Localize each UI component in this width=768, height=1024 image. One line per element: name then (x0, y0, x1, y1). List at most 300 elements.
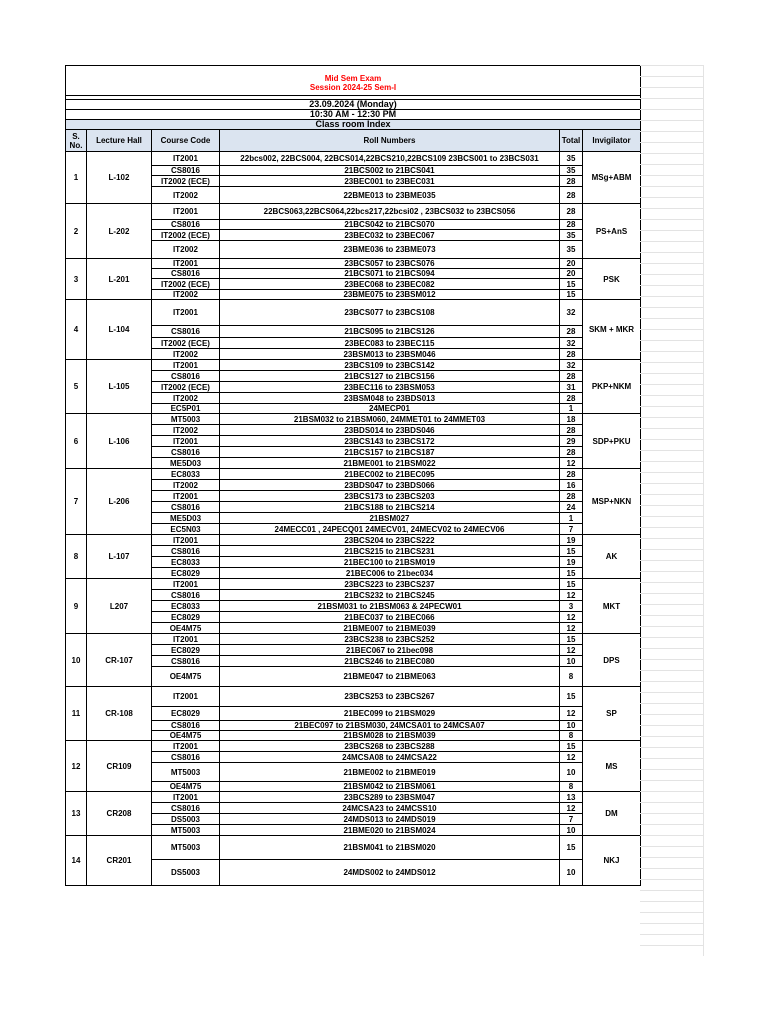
serial-number: 2 (66, 204, 87, 259)
gridline (640, 98, 704, 99)
lecture-hall: L-206 (87, 469, 152, 535)
gridline (640, 428, 704, 429)
table-row (66, 814, 641, 825)
total-count: 12 (560, 752, 583, 763)
col-total: Total (560, 130, 583, 152)
course-code: EC8033 (152, 601, 220, 612)
gridline (640, 890, 704, 891)
invigilator: PS+AnS (583, 204, 641, 259)
total-count: 15 (560, 634, 583, 645)
invigilator: MSg+ABM (583, 152, 641, 204)
course-code: OE4M75 (152, 782, 220, 792)
lecture-hall: CR201 (87, 836, 152, 886)
roll-numbers: 23BDS047 to 23BDS066 (220, 480, 560, 491)
serial-number: 5 (66, 360, 87, 414)
table-row (66, 326, 641, 338)
roll-numbers: 23BME036 to 23BME073 (220, 241, 560, 259)
total-count: 12 (560, 645, 583, 656)
table-row (66, 414, 641, 425)
table-row (66, 469, 641, 480)
gridline (640, 296, 704, 297)
course-code: EC8029 (152, 612, 220, 623)
total-count: 28 (560, 187, 583, 204)
table-row (66, 546, 641, 557)
gridline (640, 395, 704, 396)
gridline (640, 604, 704, 605)
roll-numbers: 23BCS109 to 23BCS142 (220, 360, 560, 371)
roll-numbers: 21BME001 to 21BSM022 (220, 458, 560, 469)
gridline (640, 560, 704, 561)
gridline (640, 736, 704, 737)
course-code: CS8016 (152, 590, 220, 601)
roll-numbers: 21BSM031 to 21BSM063 & 24PECW01 (220, 601, 560, 612)
total-count: 16 (560, 480, 583, 491)
roll-numbers: 24MDS013 to 24MDS019 (220, 814, 560, 825)
roll-numbers: 23BCS077 to 23BCS108 (220, 300, 560, 326)
total-count: 28 (560, 349, 583, 360)
title-line-1: Mid Sem Exam (324, 74, 382, 83)
course-code: IT2002 (152, 290, 220, 300)
course-code: CS8016 (152, 502, 220, 513)
lecture-hall: L-105 (87, 360, 152, 414)
roll-numbers: 21BSM032 to 21BSM060, 24MMET01 to 24MMET03 (220, 414, 560, 425)
table-row (66, 579, 641, 590)
gridline (640, 747, 704, 748)
roll-numbers: 24MECC01 , 24PECQ01 24MECV01, 24MECV02 to 24MECV06 (220, 524, 560, 535)
course-code: IT2002 (152, 480, 220, 491)
gridline (640, 659, 704, 660)
gridline (640, 769, 704, 770)
course-code: IT2001 (152, 741, 220, 752)
roll-numbers: 21BEC097 to 21BSM030, 24MCSA01 to 24MCSA07 (220, 721, 560, 731)
gridline (640, 879, 704, 880)
course-code: ME5D03 (152, 513, 220, 524)
col-invigilator: Invigilator (583, 130, 641, 152)
course-code: MT5003 (152, 414, 220, 425)
roll-numbers: 24MCSA23 to 24MCSS10 (220, 803, 560, 814)
course-code: IT2001 (152, 792, 220, 803)
total-count: 19 (560, 535, 583, 546)
course-code: IT2002 (ECE) (152, 338, 220, 349)
table-row (66, 371, 641, 382)
gridline (640, 802, 704, 803)
total-count: 8 (560, 731, 583, 741)
course-code: IT2002 (ECE) (152, 279, 220, 290)
course-code: IT2001 (152, 360, 220, 371)
table-row (66, 590, 641, 601)
gridline (640, 901, 704, 902)
gridline (640, 824, 704, 825)
table-row (66, 152, 641, 166)
total-count: 10 (560, 721, 583, 731)
table-row (66, 803, 641, 814)
total-count: 7 (560, 524, 583, 535)
roll-numbers: 23BCS289 to 23BSM047 (220, 792, 560, 803)
table-row (66, 230, 641, 241)
table-row (66, 535, 641, 546)
total-count: 15 (560, 741, 583, 752)
total-count: 15 (560, 290, 583, 300)
course-code: DS5003 (152, 814, 220, 825)
gridline (640, 87, 704, 88)
lecture-hall: CR208 (87, 792, 152, 836)
lecture-hall: CR-108 (87, 687, 152, 741)
table-row (66, 782, 641, 792)
serial-number: 1 (66, 152, 87, 204)
course-code: CS8016 (152, 752, 220, 763)
course-code: MT5003 (152, 763, 220, 782)
gridline (640, 263, 704, 264)
gridline (640, 725, 704, 726)
spreadsheet-gridlines (640, 65, 704, 955)
table-row (66, 491, 641, 502)
gridline (640, 329, 704, 330)
roll-numbers: 21BEC099 to 21BSM029 (220, 707, 560, 721)
col-sno: S. No. (66, 130, 87, 152)
invigilator: SP (583, 687, 641, 741)
roll-numbers: 21BEC067 to 21bec098 (220, 645, 560, 656)
gridline (640, 373, 704, 374)
course-code: IT2001 (152, 204, 220, 220)
roll-numbers: 21BSM028 to 21BSM039 (220, 731, 560, 741)
roll-numbers: 23BME075 to 23BSM012 (220, 290, 560, 300)
gridline (640, 791, 704, 792)
course-code: EC8033 (152, 557, 220, 568)
roll-numbers: 23BDS014 to 23BDS046 (220, 425, 560, 436)
table-row (66, 601, 641, 612)
total-count: 28 (560, 491, 583, 502)
roll-numbers: 24MECP01 (220, 404, 560, 414)
serial-number: 6 (66, 414, 87, 469)
total-count: 35 (560, 241, 583, 259)
roll-numbers: 21BSM042 to 21BSM061 (220, 782, 560, 792)
table-row (66, 836, 641, 860)
course-code: MT5003 (152, 825, 220, 836)
course-code: IT2002 (152, 393, 220, 404)
table-row (66, 524, 641, 535)
table-row (66, 241, 641, 259)
roll-numbers: 23BCS253 to 23BCS267 (220, 687, 560, 707)
gridline (640, 406, 704, 407)
roll-numbers: 21BEC100 to 21BSM019 (220, 557, 560, 568)
roll-numbers: 23BSM013 to 23BSM046 (220, 349, 560, 360)
roll-numbers: 22BCS063,22BCS064,22bcs217,22bcsi02 , 23BCS032 to 23BCS056 (220, 204, 560, 220)
course-code: IT2001 (152, 634, 220, 645)
table-row (66, 612, 641, 623)
roll-numbers: 21BEC037 to 21BEC066 (220, 612, 560, 623)
gridline (640, 252, 704, 253)
gridline (640, 362, 704, 363)
total-count: 7 (560, 814, 583, 825)
gridline (640, 461, 704, 462)
table-row (66, 436, 641, 447)
invigilator: SDP+PKU (583, 414, 641, 469)
roll-numbers: 21BCS246 to 21BEC080 (220, 656, 560, 667)
lecture-hall: CR-107 (87, 634, 152, 687)
table-row (66, 290, 641, 300)
table-row (66, 687, 641, 707)
table-row (66, 269, 641, 279)
table-row (66, 382, 641, 393)
table-row (66, 645, 641, 656)
gridline (640, 197, 704, 198)
gridline (640, 142, 704, 143)
roll-numbers: 21BSM041 to 21BSM020 (220, 836, 560, 860)
gridline (640, 571, 704, 572)
serial-number: 14 (66, 836, 87, 886)
course-code: IT2001 (152, 259, 220, 269)
serial-number: 3 (66, 259, 87, 300)
table-row (66, 480, 641, 491)
roll-numbers: 21BCS127 to 21BCS156 (220, 371, 560, 382)
course-code: CS8016 (152, 721, 220, 731)
course-code: IT2002 (152, 425, 220, 436)
roll-numbers: 23BEC001 to 23BEC031 (220, 176, 560, 187)
total-count: 12 (560, 590, 583, 601)
exam-time: 10:30 AM - 12:30 PM (66, 110, 641, 120)
gridline (640, 175, 704, 176)
course-code: IT2001 (152, 300, 220, 326)
gridline (640, 670, 704, 671)
total-count: 29 (560, 436, 583, 447)
course-code: IT2001 (152, 491, 220, 502)
serial-number: 10 (66, 634, 87, 687)
total-count: 15 (560, 279, 583, 290)
gridline (640, 846, 704, 847)
invigilator: AK (583, 535, 641, 579)
total-count: 10 (560, 825, 583, 836)
index-title: Class room Index (66, 120, 641, 130)
table-row (66, 721, 641, 731)
table-row (66, 502, 641, 513)
roll-numbers: 21BSM027 (220, 513, 560, 524)
course-code: IT2001 (152, 152, 220, 166)
roll-numbers: 23BCS268 to 23BCS288 (220, 741, 560, 752)
gridline (640, 241, 704, 242)
course-code: OE4M75 (152, 731, 220, 741)
gridline (640, 109, 704, 110)
total-count: 15 (560, 687, 583, 707)
table-row (66, 741, 641, 752)
total-count: 12 (560, 803, 583, 814)
roll-numbers: 23BCS223 to 23BCS237 (220, 579, 560, 590)
total-count: 32 (560, 300, 583, 326)
lecture-hall: L207 (87, 579, 152, 634)
table-row (66, 825, 641, 836)
course-code: IT2002 (ECE) (152, 176, 220, 187)
gridline (640, 65, 704, 66)
course-code: CS8016 (152, 166, 220, 176)
gridline (640, 483, 704, 484)
serial-number: 12 (66, 741, 87, 792)
invigilator: DPS (583, 634, 641, 687)
gridline (640, 76, 704, 77)
table-row (66, 300, 641, 326)
course-code: CS8016 (152, 220, 220, 230)
total-count: 28 (560, 393, 583, 404)
course-code: CS8016 (152, 656, 220, 667)
total-count: 12 (560, 707, 583, 721)
total-count: 8 (560, 782, 583, 792)
course-code: CS8016 (152, 803, 220, 814)
gridline (640, 857, 704, 858)
table-row (66, 259, 641, 269)
total-count: 24 (560, 502, 583, 513)
course-code: EC8033 (152, 469, 220, 480)
course-code: CS8016 (152, 546, 220, 557)
roll-numbers: 23BCS143 to 23BCS172 (220, 436, 560, 447)
roll-numbers: 23BCS173 to 23BCS203 (220, 491, 560, 502)
gridline (640, 758, 704, 759)
roll-numbers: 21BCS095 to 21BCS126 (220, 326, 560, 338)
course-code: EC5N03 (152, 524, 220, 535)
table-row (66, 349, 641, 360)
total-count: 20 (560, 269, 583, 279)
invigilator: SKM + MKR (583, 300, 641, 360)
gridline (640, 186, 704, 187)
roll-numbers: 21BME002 to 21BME019 (220, 763, 560, 782)
table-row (66, 338, 641, 349)
gridline (640, 681, 704, 682)
total-count: 12 (560, 458, 583, 469)
gridline (640, 626, 704, 627)
serial-number: 11 (66, 687, 87, 741)
total-count: 8 (560, 667, 583, 687)
total-count: 18 (560, 414, 583, 425)
invigilator: DM (583, 792, 641, 836)
gridline (640, 593, 704, 594)
gridline (640, 835, 704, 836)
course-code: CS8016 (152, 326, 220, 338)
course-code: DS5003 (152, 860, 220, 886)
invigilator: MS (583, 741, 641, 792)
roll-numbers: 21BCS215 to 21BCS231 (220, 546, 560, 557)
gridline (640, 868, 704, 869)
total-count: 35 (560, 230, 583, 241)
gridline (640, 692, 704, 693)
course-code: IT2002 (152, 241, 220, 259)
gridline (640, 351, 704, 352)
table-row (66, 667, 641, 687)
table-row (66, 752, 641, 763)
total-count: 28 (560, 447, 583, 458)
roll-numbers: 21BEC002 to 21BEC095 (220, 469, 560, 480)
table-row (66, 731, 641, 741)
lecture-hall: L-104 (87, 300, 152, 360)
course-code: MT5003 (152, 836, 220, 860)
gridline (640, 527, 704, 528)
table-row (66, 656, 641, 667)
roll-numbers: 23BEC083 to 23BEC115 (220, 338, 560, 349)
gridline (640, 417, 704, 418)
roll-numbers: 21BME047 to 21BME063 (220, 667, 560, 687)
col-roll: Roll Numbers (220, 130, 560, 152)
course-code: IT2002 (ECE) (152, 230, 220, 241)
lecture-hall: L-107 (87, 535, 152, 579)
table-row (66, 404, 641, 414)
course-code: OE4M75 (152, 667, 220, 687)
lecture-hall: CR109 (87, 741, 152, 792)
gridline (640, 703, 704, 704)
total-count: 32 (560, 338, 583, 349)
table-row (66, 279, 641, 290)
total-count: 15 (560, 546, 583, 557)
table-row (66, 513, 641, 524)
roll-numbers: 23BEC032 to 23BEC067 (220, 230, 560, 241)
invigilator: NKJ (583, 836, 641, 886)
roll-numbers: 23BCS057 to 23BCS076 (220, 259, 560, 269)
total-count: 28 (560, 326, 583, 338)
gridline (640, 450, 704, 451)
total-count: 28 (560, 176, 583, 187)
total-count: 28 (560, 204, 583, 220)
total-count: 35 (560, 166, 583, 176)
gridline (640, 307, 704, 308)
roll-numbers: 21BCS042 to 21BCS070 (220, 220, 560, 230)
gridline (640, 208, 704, 209)
gridline (640, 153, 704, 154)
gridline (640, 923, 704, 924)
gridline (640, 439, 704, 440)
course-code: EC8029 (152, 645, 220, 656)
total-count: 28 (560, 220, 583, 230)
gridline (640, 714, 704, 715)
total-count: 20 (560, 259, 583, 269)
total-count: 10 (560, 763, 583, 782)
total-count: 15 (560, 836, 583, 860)
gridline (640, 120, 704, 121)
gridline (640, 912, 704, 913)
roll-numbers: 24MDS002 to 24MDS012 (220, 860, 560, 886)
course-code: EC8029 (152, 568, 220, 579)
gridline (640, 582, 704, 583)
table-row (66, 623, 641, 634)
table-row (66, 220, 641, 230)
table-row (66, 204, 641, 220)
gridline (640, 472, 704, 473)
title-line-2: Session 2024-25 Sem-I (309, 83, 397, 92)
roll-numbers: 21BCS071 to 21BCS094 (220, 269, 560, 279)
total-count: 1 (560, 404, 583, 414)
roll-numbers: 23BEC116 to 23BSM053 (220, 382, 560, 393)
course-code: CS8016 (152, 371, 220, 382)
total-count: 28 (560, 425, 583, 436)
gridline (640, 516, 704, 517)
total-count: 31 (560, 382, 583, 393)
course-code: IT2001 (152, 687, 220, 707)
roll-numbers: 21BCS232 to 21BCS245 (220, 590, 560, 601)
gridline (640, 340, 704, 341)
course-code: EC5P01 (152, 404, 220, 414)
exam-seating-table (65, 65, 641, 886)
table-row (66, 187, 641, 204)
course-code: EC8029 (152, 707, 220, 721)
table-row (66, 568, 641, 579)
table-row (66, 393, 641, 404)
invigilator: MSP+NKN (583, 469, 641, 535)
gridline (640, 813, 704, 814)
gridline (640, 318, 704, 319)
total-count: 10 (560, 656, 583, 667)
table-row (66, 707, 641, 721)
exam-title (66, 66, 641, 96)
invigilator: MKT (583, 579, 641, 634)
roll-numbers: 21BCS002 to 21BCS041 (220, 166, 560, 176)
roll-numbers: 22bcs002, 22BCS004, 22BCS014,22BCS210,22BCS109 23BCS001 to 23BCS031 (220, 152, 560, 166)
total-count: 1 (560, 513, 583, 524)
gridline (640, 549, 704, 550)
gridline (640, 505, 704, 506)
